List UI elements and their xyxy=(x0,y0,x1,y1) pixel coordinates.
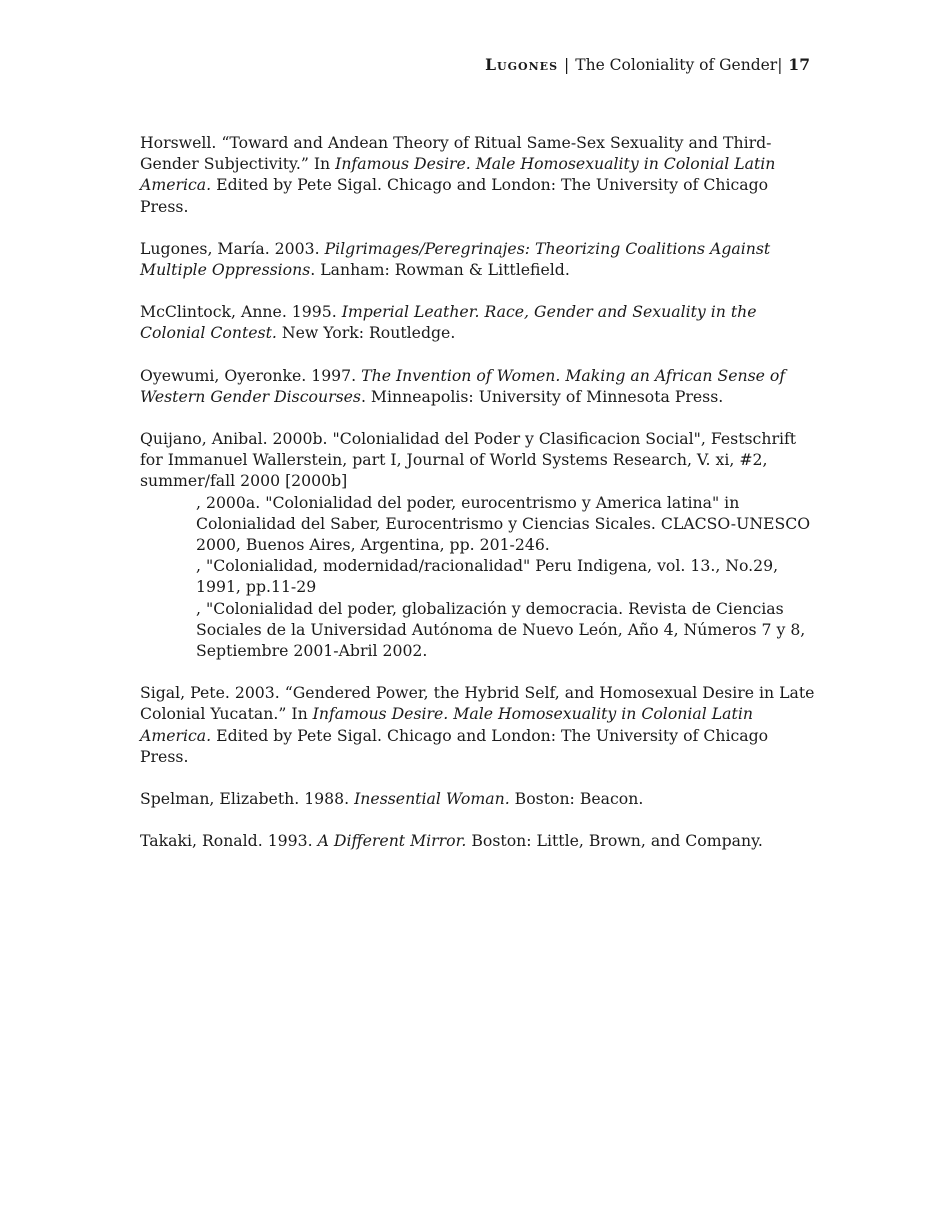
running-header xyxy=(485,54,810,76)
reference-text: Oyewumi, Oyeronke. 1997. xyxy=(140,365,362,385)
reference-text: . Lanham: Rowman & Littlefield. xyxy=(310,260,570,280)
reference-text: Quijano, Anibal. 2000b. "Colonialidad del Poder y Clasificacion Social", Festschrift for Immanuel Wallerstein, part I, Journal of World Systems Research, V. xi, #2, summer/fall 2000 [2000b] xyxy=(140,429,797,491)
reference-text: Edited by Pete Sigal. Chicago and London: The University of Chicago Press. xyxy=(140,175,769,216)
reference-entry-lugones xyxy=(140,238,816,280)
reference-title: Imperial Leather. Race, Gender and Sexuality in the Colonial Contest. xyxy=(140,302,757,343)
reference-entry-takaki xyxy=(140,830,816,851)
reference-subentry: , "Colonialidad del poder, globalización y democracia. Revista de Ciencias Sociales de la Universidad Autónoma de Nuevo León, Año 4, Números 7 y 8, Septiembre 2001-Abril 2002. xyxy=(196,598,806,661)
reference-title: The Invention of Women. Making an African Sense of Western Gender Discourses xyxy=(140,365,786,406)
reference-title: Pilgrimages/Peregrinajes: Theorizing Coalitions Against Multiple Oppressions xyxy=(140,238,771,280)
reference-text: Boston: Little, Brown, and Company. xyxy=(466,831,763,851)
reference-title: Inessential Woman. xyxy=(354,789,510,809)
page-number: 17 xyxy=(788,55,810,74)
reference-text: Takaki, Ronald. 1993. xyxy=(140,831,318,851)
reference-text: Horswell. “Toward and Andean Theory of Ritual Same-Sex Sexuality and Third-Gender Subjectivity.” In xyxy=(140,133,772,174)
reference-entry-spelman xyxy=(140,788,816,809)
header-title: The Coloniality of Gender| xyxy=(575,56,783,74)
header-author: Lugones xyxy=(485,55,559,74)
reference-entry-oyewumi xyxy=(140,365,816,407)
reference-text: New York: Routledge. xyxy=(276,323,456,343)
reference-text: Edited by Pete Sigal. Chicago and London: The University of Chicago Press. xyxy=(140,725,769,766)
reference-entry-horswell xyxy=(140,132,816,217)
reference-text: Boston: Beacon. xyxy=(509,789,644,809)
reference-text: Spelman, Elizabeth. 1988. xyxy=(140,789,355,809)
reference-title: Infamous Desire. Male Homosexuality in Colonial Latin America. xyxy=(140,704,753,745)
reference-text: McClintock, Anne. 1995. xyxy=(140,302,342,322)
reference-text: Sigal, Pete. 2003. “Gendered Power, the Hybrid Self, and Homosexual Desire in Late Colonial Yucatan.” In xyxy=(140,683,815,724)
reference-text: Lugones, María. 2003. xyxy=(140,238,325,258)
quijano-subentries xyxy=(140,492,816,662)
reference-subentry: , 2000a. "Colonialidad del poder, eurocentrismo y America latina" in Colonialidad del Saber, Eurocentrismo y Ciencias Sicales. CLACSO-UNESCO 2000, Buenos Aires, Argentina, pp. 201-246. xyxy=(196,492,811,555)
reference-entry-quijano xyxy=(140,428,816,492)
reference-entry-mcclintock xyxy=(140,301,816,343)
reference-subentry: , "Colonialidad, modernidad/racionalidad" Peru Indigena, vol. 13., No.29, 1991, pp.11-29 xyxy=(196,556,779,597)
reference-text: . Minneapolis: University of Minnesota Press. xyxy=(360,386,724,406)
reference-entry-sigal xyxy=(140,682,816,767)
reference-title: Infamous Desire. Male Homosexuality in Colonial Latin America. xyxy=(140,154,776,195)
reference-list xyxy=(140,132,816,872)
reference-title: A Different Mirror. xyxy=(317,831,467,851)
header-separator: | xyxy=(564,56,570,74)
